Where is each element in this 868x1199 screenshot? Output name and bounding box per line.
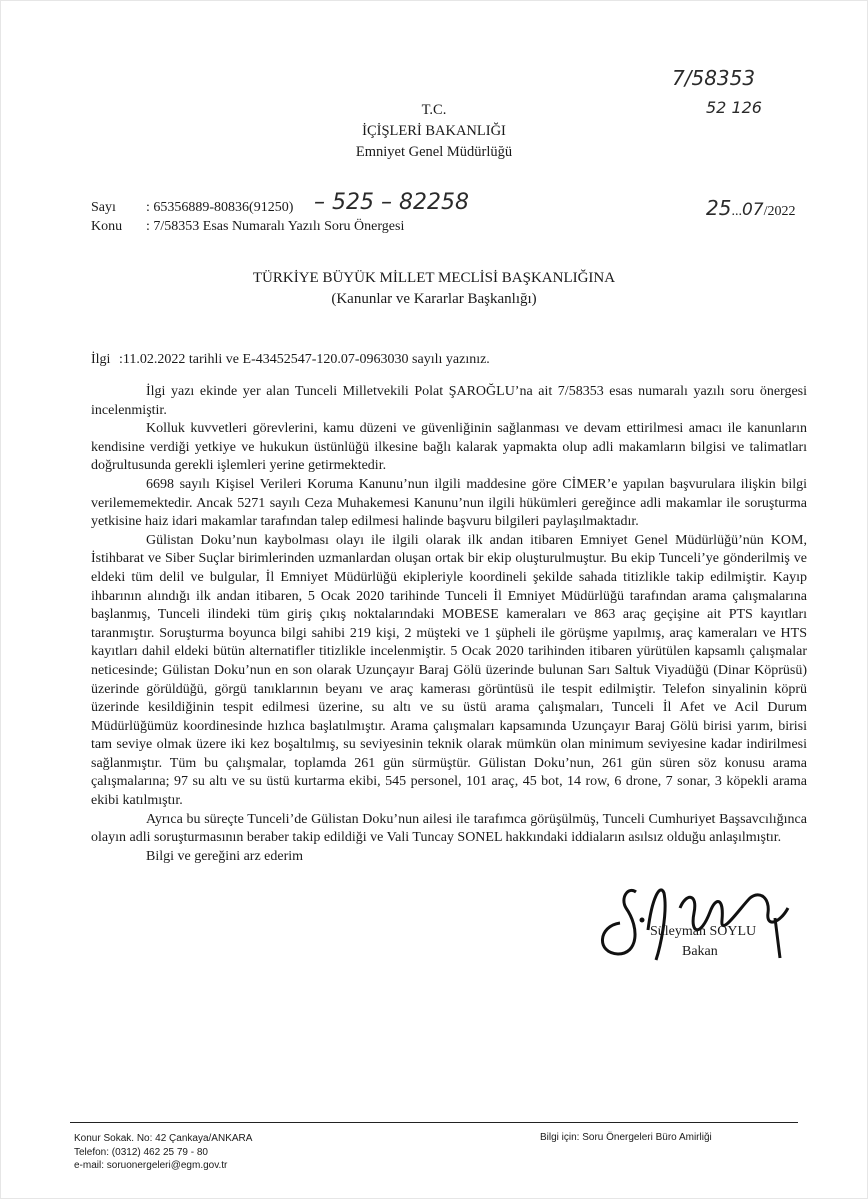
konu-label: Konu: [91, 219, 123, 234]
date-separator: ...: [731, 204, 742, 219]
footer-info: Bilgi için: Soru Önergeleri Büro Amirliği: [540, 1132, 712, 1143]
paragraph-4: Gülistan Doku’nun kaybolması olayı ile ilgili olarak ilk andan itibaren Emniyet Genel Müdürlüğü’nün KOM, İstihbarat ve Siber Suçlar birimlerinden uzmanlardan oluşan ortak bir ekip oluşturulmuştur. Bu ekip Tunceli’ye gönderilmiş ve eldeki tüm delil ve bulgular, İl Emniyet Müdürlüğü ekipleriyle koordineli şekilde sahada titizlikle takip edilmiştir. Kayıp ihbarının alındığı ilk andan itibaren, 5 Ocak 2020 tarihinde Tunceli İl Emniyet Müdürlüğü tarafından arama çalışmalarına başlanmış, Tunceli ilindeki tüm giriş çıkış noktalarındaki MOBESE kameraları ve 863 araç geçişine ait PTS kayıtları taranmıştır. Soruşturma boyunca bilgi sahibi 219 kişi, 2 müşteki ve 1 şüpheli ile görüşme yapılmış, araç kameraları ve HTS kayıtları dahil eldeki bütün alternatifler titizlikle incelenmiştir. 5 Ocak 2020 tarihinden itibaren yürütülen kapsamlı çalışmalar neticesinde; Gülistan Doku’nun en son olarak Uzunçayır Baraj Gölü üzerinde bulunan Sarı Saltuk Viyadüğü (Dinar Köprüsü) üzerinde görüldüğü, görgü tanıklarının beyanı ve araç kamerası görüntüsü ile tespit edilmiştir. Telefon sinyalinin köprü üzerinde kesildiğinin tespit edilmesi üzerine, su altı ve su üstü arama çalışmaları, Tunceli İl Afet ve Acil Durum Müdürlüğümüz koordinesinde hızlıca başlatılmıştır. Arama çalışmaları kapsamında Uzunçayır Baraj Gölü birisi yarım, birisi tam seviye olmak üzere iki kez boşaltılmış, su seviyesinin teknik olarak mümkün olan minimum seviyesine kadar indirilmesi sağlanmıştır. Tüm bu çalışmalar, toplamda 261 gün sürmüştür. Gülistan Doku’nun, 261 gün süren söz konusu arama çalışmalarına; 97 su altı ve su üstü kurtarma ekibi, 545 personel, 101 araç, 45 bot, 14 row, 6 drone, 7 sonar, 3 köpekli arama ekibi katılmıştır.: [91, 532, 807, 809]
paragraph-5: Ayrıca bu süreçte Tunceli’de Gülistan Doku’nun ailesi ile tarafımca görüşülmüş, Tunceli Cumhuriyet Başsavcılığınca olayın adli soruşturmasının beraber takip edildiği ve Vali Tuncay SONEL hakkındaki iddiaların asılsız olduğu anlaşılmıştır.: [91, 811, 807, 846]
footer-contact: [74, 1132, 252, 1173]
handwritten-date-month: 07: [741, 200, 764, 220]
konu-value: : 7/58353 Esas Numaralı Yazılı Soru Önergesi: [146, 219, 405, 234]
handwritten-sayi-suffix: – 525 – 82258: [314, 190, 469, 215]
paragraph-6: Bilgi ve gereğini arz ederim: [146, 848, 304, 864]
signatory-name: Süleyman SOYLU: [650, 924, 757, 939]
letterhead-department: Emniyet Genel Müdürlüğü: [355, 144, 513, 160]
sayi-label: Sayı: [91, 200, 116, 215]
paragraph-1: İlgi yazı ekinde yer alan Tunceli Milletvekili Polat ŞAROĞLU’na ait 7/58353 esas numaralı yazılı soru önergesi incelenmiştir.: [91, 384, 807, 418]
signatory-title: Bakan: [682, 944, 718, 959]
footer-email: e-mail: soruonergeleri@egm.gov.tr: [74, 1160, 228, 1171]
footer-phone: Telefon: (0312) 462 25 79 - 80: [74, 1146, 208, 1158]
konu-row: [91, 219, 404, 235]
sayi-value: : 65356889-80836(91250): [146, 200, 294, 215]
handwritten-esas-number: 7/58353: [672, 66, 756, 90]
date-year: /2022: [763, 204, 796, 219]
handwritten-date-day: 25: [706, 196, 732, 220]
footer-address: Konur Sokak. No: 42 Çankaya/ANKARA: [74, 1133, 253, 1144]
footer-divider: [70, 1122, 798, 1123]
reference-label: İlgi: [91, 352, 111, 367]
document-date: [706, 196, 795, 220]
reference-text: :11.02.2022 tarihli ve E-43452547-120.07-0963030 sayılı yazınız.: [119, 352, 490, 367]
letterhead-tc: T.C.: [421, 102, 447, 118]
addressee-line1: TÜRKİYE BÜYÜK MİLLET MECLİSİ BAŞKANLIĞINA: [252, 270, 616, 286]
addressee: [0, 268, 868, 310]
letterhead: [0, 100, 868, 163]
handwritten-note: 52 126: [706, 98, 762, 117]
letter-body: [91, 383, 807, 866]
letterhead-ministry: İÇİŞLERİ BAKANLIĞI: [362, 123, 506, 139]
paragraph-3: 6698 sayılı Kişisel Verileri Koruma Kanunu’nun ilgili maddesine göre CİMER’e yapılan başvurulara ilişkin bilgi verilememektedir. Ancak 5271 sayılı Ceza Muhakemesi Kanunu’nun ilgili hükümleri gereğince adli makamlar ile soruşturma yetkisine haiz idari makamlar tarafından talep edilmesi halinde başvuru bilgileri paylaşılmaktadır.: [91, 476, 807, 530]
reference-line: [91, 352, 490, 368]
addressee-line2: (Kanunlar ve Kararlar Başkanlığı): [331, 291, 537, 307]
sayi-row: [91, 200, 293, 216]
paragraph-2: Kolluk kuvvetleri görevlerini, kamu düzeni ve güvenliğinin sağlanması ve devam ettirilmesi amacı ile kanunların kendisine verdiği yetkiye ve hukukun üstünlüğü ilkesine bağlı kalarak yapmakta olup adli makamların bilgisi ve talimatları doğrultusunda gerekli işlemleri yerine getirmektedir.: [91, 421, 807, 474]
